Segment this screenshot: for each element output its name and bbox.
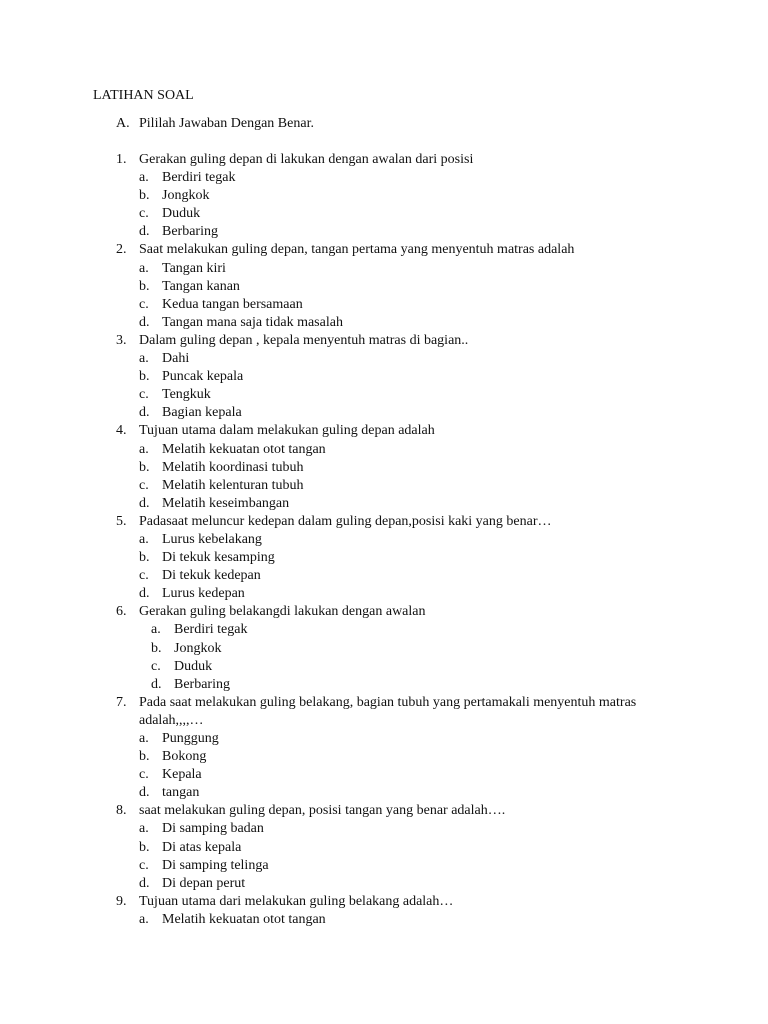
option-label: b. bbox=[139, 278, 150, 294]
answer-option bbox=[139, 368, 676, 386]
option-text: Lurus kedepan bbox=[162, 586, 245, 602]
question-row bbox=[116, 802, 676, 820]
question-number: 9. bbox=[116, 893, 127, 909]
question-text: Tujuan utama dalam melakukan guling depan adalah bbox=[139, 423, 435, 439]
option-text: Tangan mana saja tidak masalah bbox=[162, 314, 343, 330]
question-item bbox=[116, 332, 676, 422]
question-text: Gerakan guling depan di lakukan dengan awalan dari posisi bbox=[139, 152, 474, 167]
option-label: c. bbox=[139, 296, 149, 312]
question-text: Saat melakukan guling depan, tangan pertama yang menyentuh matras adalah bbox=[139, 242, 575, 258]
question-text: Dalam guling depan , kepala menyentuh matras di bagian.. bbox=[139, 332, 469, 348]
question-item bbox=[116, 422, 676, 512]
answer-option bbox=[151, 640, 676, 658]
option-list bbox=[139, 531, 676, 603]
answer-option bbox=[139, 404, 676, 422]
option-label: a. bbox=[139, 531, 149, 547]
option-list bbox=[139, 820, 676, 892]
question-row bbox=[116, 422, 676, 440]
option-label: a. bbox=[139, 731, 149, 746]
question-item bbox=[116, 893, 676, 929]
question-text: saat melakukan guling depan, posisi tangan yang benar adalah…. bbox=[139, 803, 506, 819]
option-label: d. bbox=[139, 875, 150, 891]
answer-option bbox=[139, 567, 676, 585]
option-label: b. bbox=[139, 550, 150, 566]
option-label: b. bbox=[139, 459, 150, 475]
answer-option bbox=[151, 676, 676, 694]
answer-option bbox=[139, 314, 676, 332]
question-item bbox=[116, 513, 676, 603]
answer-option bbox=[139, 223, 676, 241]
option-label: c. bbox=[139, 206, 149, 222]
question-row bbox=[116, 603, 676, 621]
option-text: Puncak kepala bbox=[162, 369, 244, 385]
answer-option bbox=[139, 260, 676, 278]
answer-option bbox=[139, 531, 676, 549]
option-label: c. bbox=[139, 568, 149, 584]
answer-option bbox=[139, 911, 676, 929]
option-label: d. bbox=[139, 785, 150, 801]
option-text: Lurus kebelakang bbox=[162, 531, 262, 547]
option-label: a. bbox=[139, 351, 149, 367]
option-text: Tangan kiri bbox=[162, 260, 226, 276]
answer-option bbox=[139, 748, 676, 766]
option-label: d. bbox=[139, 586, 150, 602]
question-row bbox=[116, 513, 676, 531]
answer-option bbox=[139, 386, 676, 404]
question-item bbox=[116, 802, 676, 892]
option-list bbox=[151, 621, 676, 693]
option-label: a. bbox=[139, 260, 149, 276]
section-label: A. bbox=[116, 116, 130, 131]
question-number: 1. bbox=[116, 152, 127, 167]
option-text: Di samping badan bbox=[162, 821, 264, 837]
option-text: Kedua tangan bersamaan bbox=[162, 296, 303, 312]
answer-option bbox=[151, 658, 676, 676]
option-text: Berdiri tegak bbox=[174, 622, 248, 638]
question-row bbox=[116, 694, 676, 730]
answer-option bbox=[139, 350, 676, 368]
option-text: Kepala bbox=[162, 767, 202, 783]
option-text: Di atas kepala bbox=[162, 839, 242, 855]
option-text: Berbaring bbox=[162, 224, 218, 240]
option-list bbox=[139, 260, 676, 332]
answer-option bbox=[139, 441, 676, 459]
answer-option bbox=[139, 585, 676, 603]
option-text: Di tekuk kedepan bbox=[162, 568, 261, 584]
question-item bbox=[116, 694, 676, 803]
question-text: Gerakan guling belakangdi lakukan dengan awalan bbox=[139, 604, 426, 620]
option-label: c. bbox=[139, 767, 149, 783]
option-label: d. bbox=[139, 224, 150, 240]
answer-option bbox=[139, 169, 676, 187]
answer-option bbox=[139, 549, 676, 567]
answer-option bbox=[139, 857, 676, 875]
answer-option bbox=[139, 766, 676, 784]
option-text: tangan bbox=[162, 785, 200, 801]
answer-option bbox=[139, 459, 676, 477]
option-label: a. bbox=[139, 821, 149, 837]
answer-option bbox=[139, 875, 676, 893]
question-number: 6. bbox=[116, 604, 127, 620]
option-text: Melatih keseimbangan bbox=[162, 495, 290, 511]
answer-option bbox=[139, 820, 676, 838]
option-label: d. bbox=[139, 495, 150, 511]
answer-option bbox=[139, 477, 676, 495]
option-text: Tangan kanan bbox=[162, 278, 240, 294]
question-text: Pada saat melakukan guling belakang, bagian tubuh yang pertamakali menyentuh matras adalah,,,,… bbox=[139, 694, 637, 728]
question-item bbox=[116, 151, 676, 241]
option-text: Berdiri tegak bbox=[162, 170, 236, 186]
question-row bbox=[116, 151, 676, 169]
question-list bbox=[116, 151, 676, 929]
answer-option bbox=[151, 621, 676, 639]
option-label: a. bbox=[151, 622, 161, 638]
option-label: a. bbox=[139, 911, 149, 927]
question-item bbox=[116, 241, 676, 331]
question-number: 3. bbox=[116, 332, 127, 348]
option-label: b. bbox=[139, 369, 150, 385]
answer-option bbox=[139, 784, 676, 802]
option-text: Berbaring bbox=[174, 676, 230, 692]
option-list bbox=[139, 911, 676, 929]
option-label: b. bbox=[139, 839, 150, 855]
section-instruction bbox=[116, 115, 314, 133]
option-label: a. bbox=[139, 441, 149, 457]
question-text: Tujuan utama dari melakukan guling belakang adalah… bbox=[139, 893, 454, 909]
option-text: Melatih kekuatan otot tangan bbox=[162, 441, 326, 457]
answer-option bbox=[139, 296, 676, 314]
question-row bbox=[116, 241, 676, 259]
question-row bbox=[116, 893, 676, 911]
question-row bbox=[116, 332, 676, 350]
option-label: c. bbox=[139, 387, 149, 403]
answer-option bbox=[139, 730, 676, 748]
option-label: c. bbox=[151, 658, 161, 674]
option-label: d. bbox=[151, 676, 162, 692]
question-text: Padasaat meluncur kedepan dalam guling depan,posisi kaki yang benar… bbox=[139, 513, 552, 529]
option-label: d. bbox=[139, 314, 150, 330]
option-text: Duduk bbox=[174, 658, 213, 674]
option-text: Jongkok bbox=[162, 188, 210, 204]
answer-option bbox=[139, 205, 676, 223]
option-text: Bagian kepala bbox=[162, 405, 242, 421]
answer-option bbox=[139, 839, 676, 857]
question-number: 5. bbox=[116, 513, 127, 529]
answer-option bbox=[139, 495, 676, 513]
option-text: Melatih kekuatan otot tangan bbox=[162, 911, 326, 927]
answer-option bbox=[139, 278, 676, 296]
option-text: Dahi bbox=[162, 351, 190, 367]
option-label: a. bbox=[139, 170, 149, 186]
option-text: Melatih kelenturan tubuh bbox=[162, 477, 304, 493]
answer-option bbox=[139, 187, 676, 205]
option-list bbox=[139, 730, 676, 802]
option-label: b. bbox=[151, 640, 162, 656]
option-text: Jongkok bbox=[174, 640, 222, 656]
option-label: c. bbox=[139, 477, 149, 493]
option-label: b. bbox=[139, 188, 150, 204]
option-text: Di samping telinga bbox=[162, 857, 269, 873]
option-label: c. bbox=[139, 857, 149, 873]
option-label: d. bbox=[139, 405, 150, 421]
option-text: Punggung bbox=[162, 731, 219, 746]
option-text: Di tekuk kesamping bbox=[162, 550, 275, 566]
question-number: 7. bbox=[116, 694, 127, 710]
section-text: Pililah Jawaban Dengan Benar. bbox=[139, 116, 314, 131]
question-number: 8. bbox=[116, 803, 127, 819]
option-list bbox=[139, 441, 676, 513]
option-list bbox=[139, 169, 676, 241]
option-text: Tengkuk bbox=[162, 387, 211, 403]
option-label: b. bbox=[139, 749, 150, 765]
option-text: Di depan perut bbox=[162, 875, 246, 891]
option-text: Duduk bbox=[162, 206, 201, 222]
option-list bbox=[139, 350, 676, 422]
question-item bbox=[116, 603, 676, 693]
question-number: 4. bbox=[116, 423, 127, 439]
option-text: Bokong bbox=[162, 749, 207, 765]
document-title: LATIHAN SOAL bbox=[93, 88, 194, 103]
question-number: 2. bbox=[116, 242, 127, 258]
option-text: Melatih koordinasi tubuh bbox=[162, 459, 304, 475]
